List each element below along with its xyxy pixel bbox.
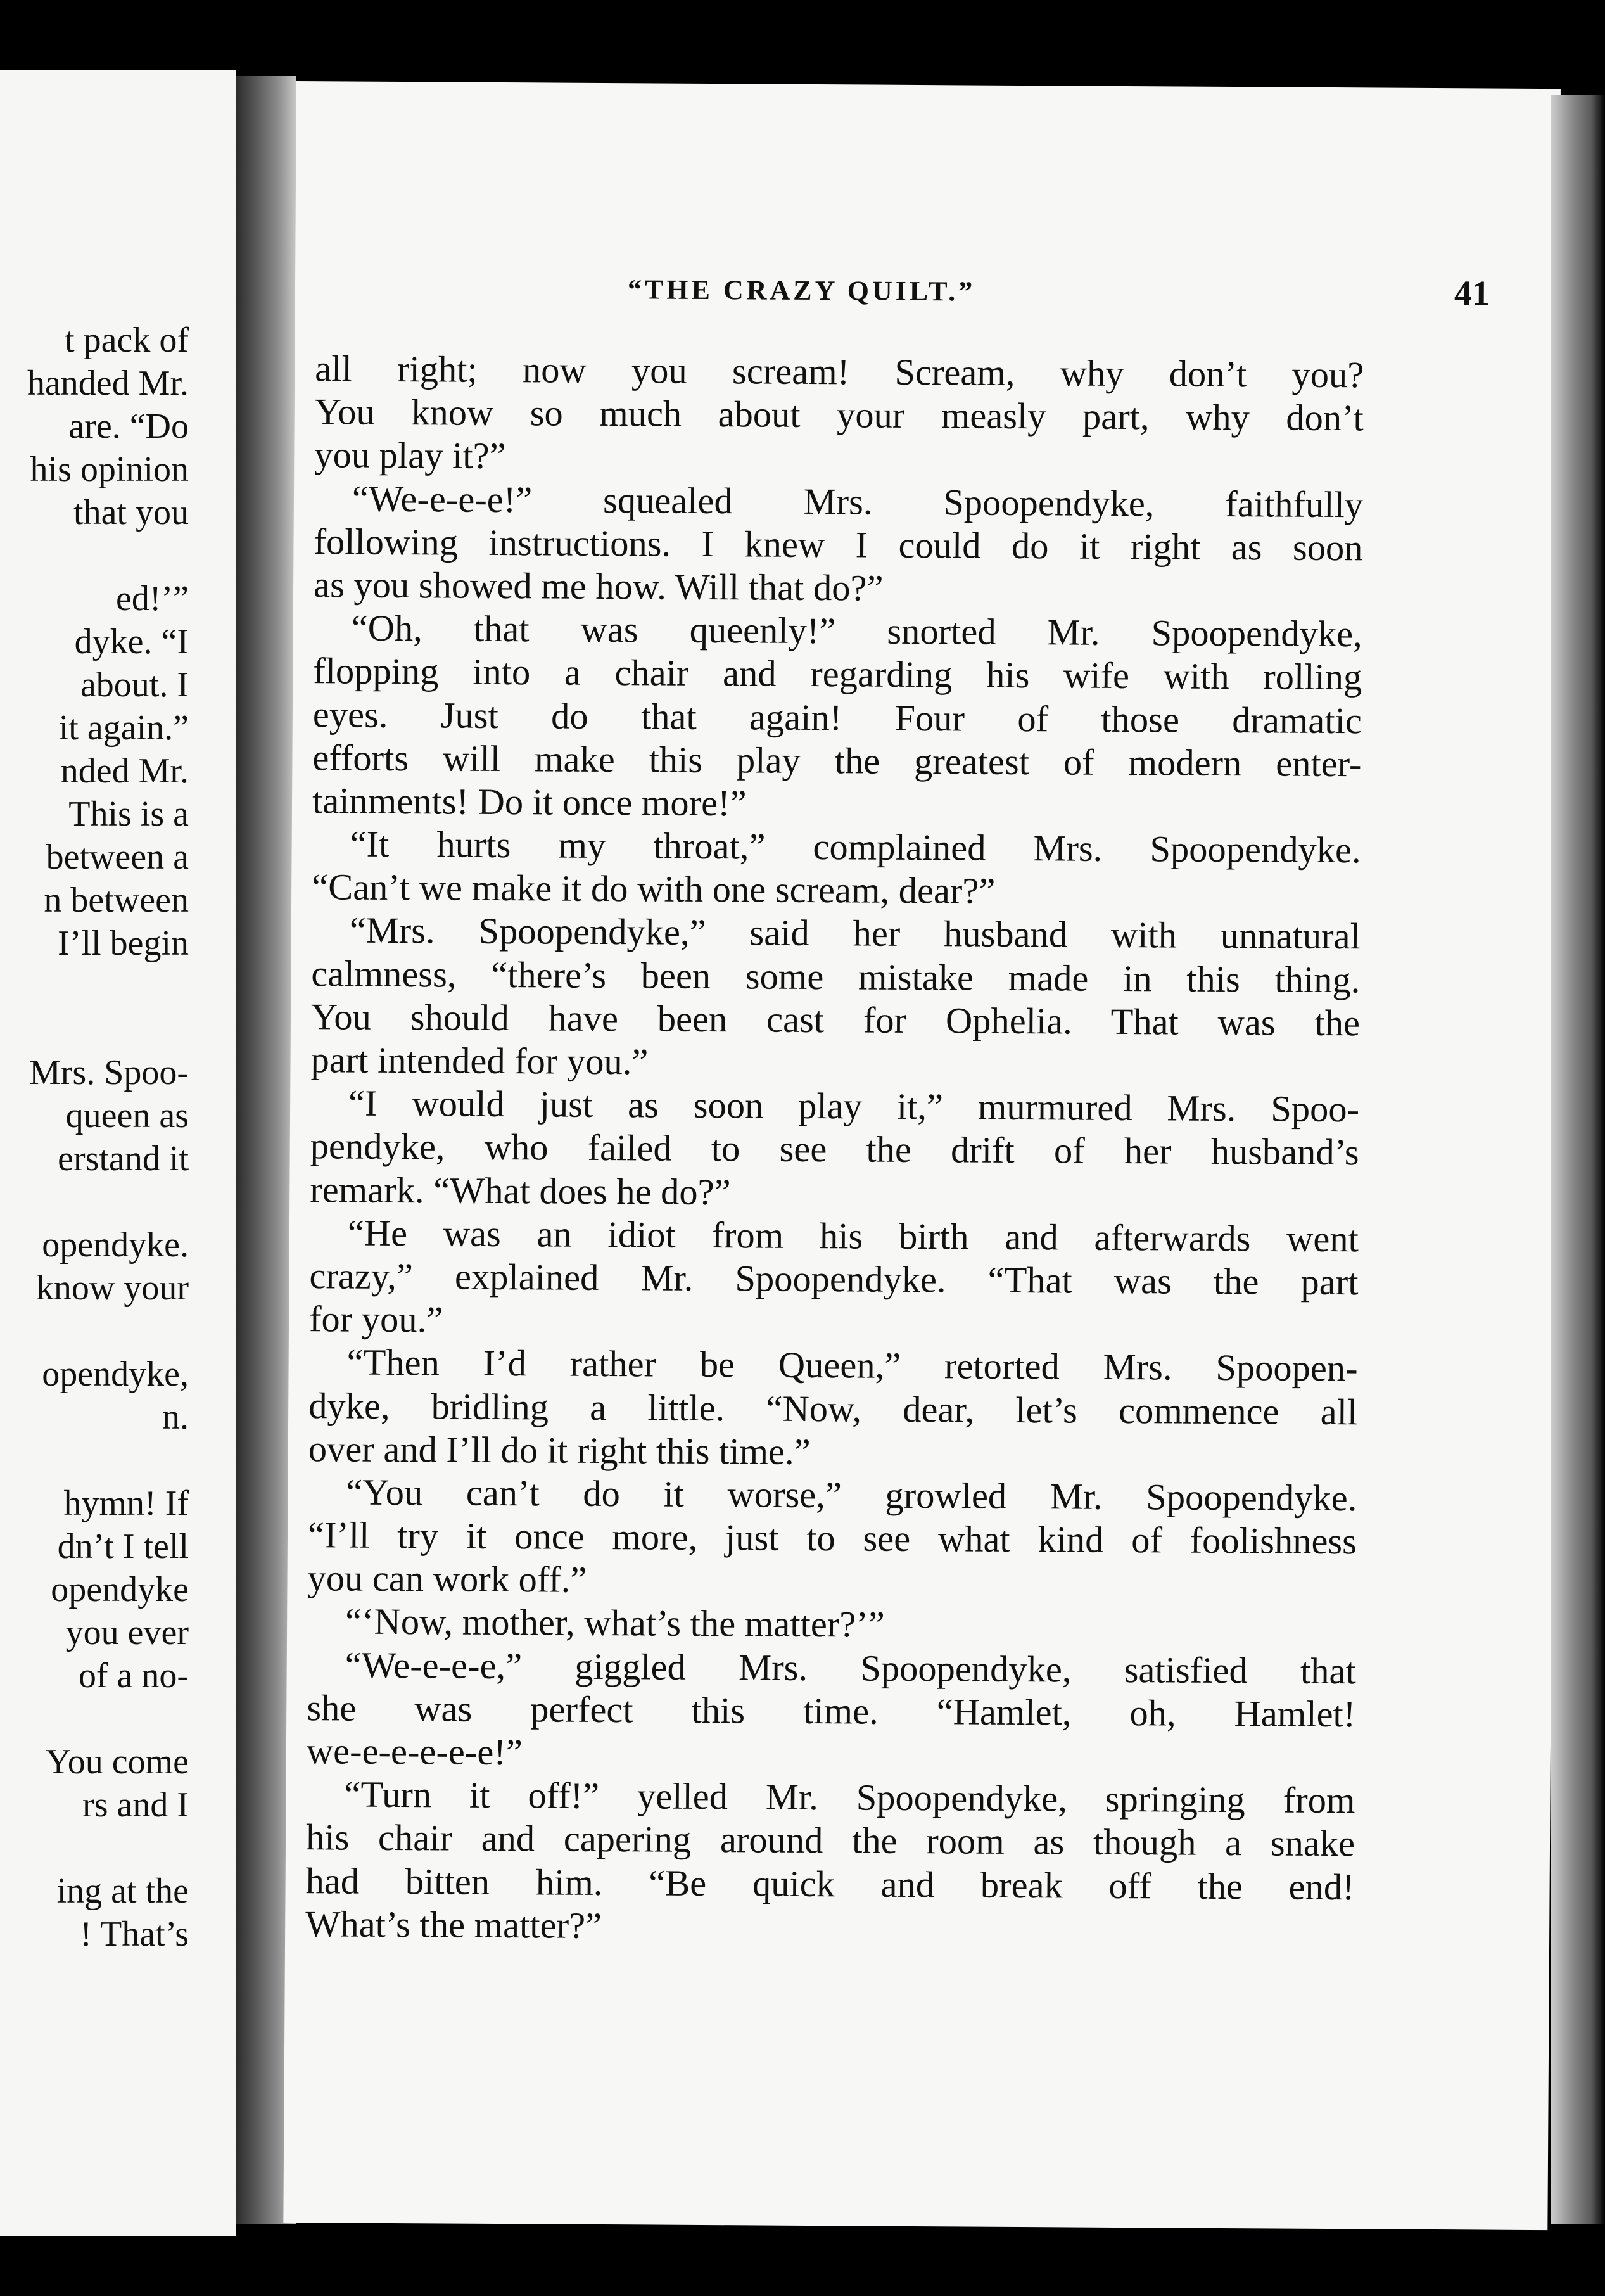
previous-page-line: dyke. “I: [74, 622, 189, 661]
page-number: 41: [1454, 274, 1490, 314]
previous-page-line: between a: [46, 838, 189, 877]
previous-page-line: opendyke.: [42, 1225, 189, 1265]
previous-page-line: [27, 1310, 189, 1353]
previous-page-text: [27, 319, 189, 1956]
text-line: “Turn it off!” yelled Mr. Spoopendyke, springing from: [344, 1773, 1355, 1821]
previous-page-line: [27, 534, 189, 577]
text-line: “Can’t we make it do with one scream, dear?”: [312, 866, 996, 912]
previous-page-line: his opinion: [30, 450, 189, 489]
previous-page-line: [27, 1439, 189, 1482]
text-line: his chair and capering around the room as though a snake: [305, 1816, 1355, 1865]
previous-page-line: it again.”: [58, 708, 189, 748]
text-line: “I would just as soon play it,” murmured Mrs. Spoo-: [348, 1082, 1360, 1130]
page-41: [283, 81, 1561, 2230]
page-edge-shadow: [1551, 95, 1605, 2224]
previous-page-line: that you: [73, 493, 189, 532]
previous-page-line: opendyke: [51, 1570, 189, 1609]
text-line: you play it?”: [314, 434, 506, 477]
text-line: calmness, “there’s been some mistake made in this thing.: [311, 952, 1361, 1000]
text-line: eyes. Just do that again! Four of those dramatic: [312, 693, 1362, 741]
previous-page-line: know your: [35, 1268, 189, 1308]
text-line: “We-e-e-e!” squealed Mrs. Spoopendyke, faithfully: [352, 478, 1364, 525]
text-line: “It hurts my throat,” complained Mrs. Spoopendyke.: [350, 823, 1361, 871]
text-line: efforts will make this play the greatest of modern enter-: [312, 736, 1362, 784]
text-line: “Oh, that was queenly!” snorted Mr. Spoopendyke,: [351, 607, 1362, 655]
text-line: “You can’t do it worse,” growled Mr. Spoopendyke.: [346, 1471, 1357, 1519]
previous-page-fragment: [0, 70, 236, 2236]
previous-page-line: [27, 1697, 189, 1740]
text-line: all right; now you scream! Scream, why don’t you?: [315, 348, 1364, 396]
previous-page-line: queen as: [65, 1096, 189, 1135]
previous-page-line: [27, 1180, 189, 1223]
running-head: “THE CRAZY QUILT.”: [627, 274, 976, 307]
text-line: dyke, bridling a little. “Now, dear, let’s commence all: [308, 1384, 1358, 1432]
text-line: part intended for you.”: [310, 1039, 649, 1083]
page-body-text: [305, 347, 1364, 1952]
previous-page-line: t pack of: [65, 321, 189, 360]
previous-page-line: ed!’”: [115, 579, 189, 618]
text-line: pendyke, who failed to see the drift of her husband’s: [310, 1125, 1359, 1173]
previous-page-line: nded Mr.: [60, 751, 189, 791]
text-line: “I’ll try it once more, just to see what kind of foolishness: [307, 1514, 1357, 1562]
previous-page-line: I’ll begin: [58, 924, 189, 963]
text-line: “He was an idiot from his birth and afterwards went: [347, 1212, 1359, 1260]
previous-page-line: erstand it: [58, 1139, 189, 1178]
previous-page-line: [27, 1827, 189, 1870]
text-line: “Then I’d rather be Queen,” retorted Mrs. Spoopen-: [346, 1341, 1358, 1389]
previous-page-line: ! That’s: [80, 1915, 189, 1954]
previous-page-line: rs and I: [82, 1785, 189, 1825]
text-line: as you showed me how. Will that do?”: [313, 564, 884, 609]
text-line: “Mrs. Spoopendyke,” said her husband with unnatural: [349, 909, 1361, 957]
text-line: crazy,” explained Mr. Spoopendyke. “That was the part: [309, 1255, 1359, 1303]
previous-page-line: Mrs. Spoo-: [29, 1053, 189, 1092]
text-line: “We-e-e-e,” giggled Mrs. Spoopendyke, satisfied that: [345, 1644, 1356, 1692]
previous-page-line: n.: [162, 1398, 189, 1437]
previous-page-line: [27, 965, 189, 1008]
text-line: You know so much about your measly part, why don’t: [314, 391, 1364, 439]
previous-page-line: are. “Do: [68, 407, 189, 446]
text-line: for you.”: [308, 1298, 443, 1341]
text-line: she was perfect this time. “Hamlet, oh, Hamlet!: [307, 1687, 1356, 1735]
text-line: over and I’ll do it right this time.”: [308, 1427, 811, 1472]
previous-page-line: [27, 1008, 189, 1051]
text-line: had bitten him. “Be quick and break off the end!: [305, 1859, 1355, 1908]
previous-page-line: opendyke,: [42, 1355, 189, 1394]
previous-page-line: hymn! If: [63, 1484, 189, 1523]
text-line: following instructions. I knew I could do it right as soon: [314, 520, 1363, 569]
previous-page-line: You come: [45, 1742, 189, 1782]
previous-page-line: ing at the: [56, 1872, 189, 1911]
text-line: “‘Now, mother, what’s the matter?’”: [345, 1600, 885, 1646]
text-line: remark. “What does he do?”: [310, 1168, 731, 1213]
previous-page-line: of a no-: [78, 1656, 189, 1695]
previous-page-line: n between: [44, 881, 189, 920]
text-line: You should have been cast for Ophelia. That was the: [310, 995, 1361, 1044]
text-line: tainments! Do it once more!”: [312, 780, 747, 824]
previous-page-line: you ever: [65, 1613, 189, 1652]
previous-page-line: This is a: [68, 794, 189, 834]
previous-page-line: dn’t I tell: [57, 1527, 189, 1566]
text-line: What’s the matter?”: [305, 1903, 602, 1946]
previous-page-line: about. I: [80, 665, 189, 705]
text-line: we-e-e-e-e-e!”: [306, 1730, 523, 1773]
text-line: you can work off.”: [307, 1557, 587, 1601]
previous-page-line: handed Mr.: [27, 364, 189, 403]
text-line: flopping into a chair and regarding his wife with rolling: [313, 650, 1362, 698]
